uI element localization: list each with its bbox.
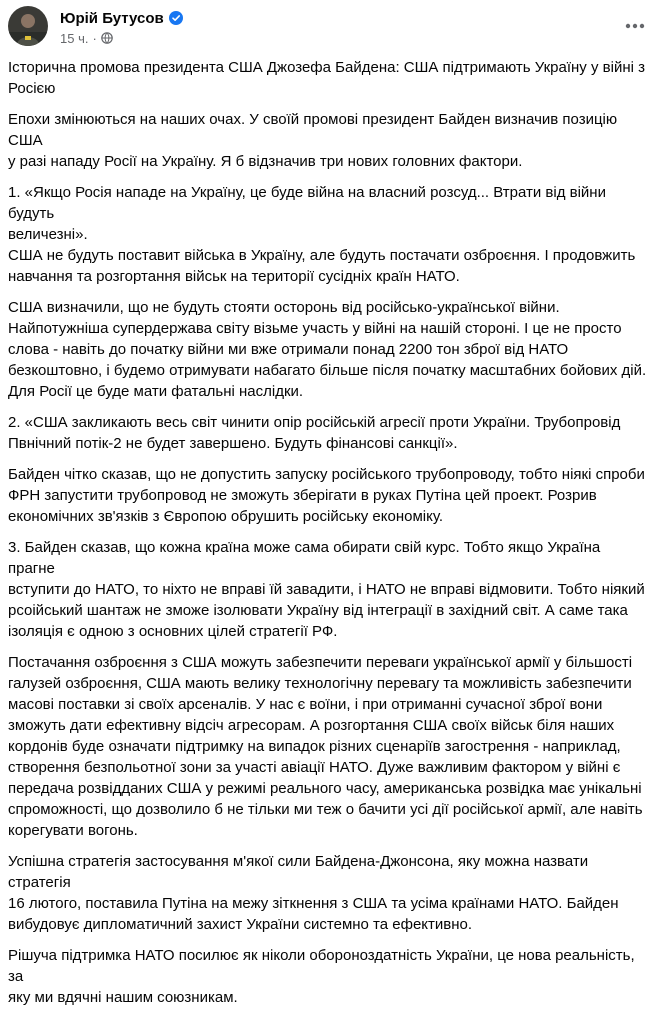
post-paragraph: Епохи змінюються на наших очах. У своїй промові президент Байден визначив позицію США у разі нападу Росії на Україну. Я б відзначив три нових головних фактори. <box>8 111 618 170</box>
post-header <box>8 6 654 52</box>
post-paragraph-title: Історична промова президента США Джозефа Байдена: США підтримають Україну у війні з Росією <box>8 59 645 97</box>
author-block <box>60 8 183 47</box>
verified-badge-icon <box>169 11 183 25</box>
post-paragraph: Рішуча підтримка НАТО посилює як ніколи обороноздатність України, це нова реальність, за яку ми вдячні нашим союзникам. <box>8 947 635 1006</box>
post-paragraph: Постачання озброєння з США можуть забезпечити переваги української армії у більшості галузей озброєння, США мають велику технологічну перевагу та можливість забезпечити масові поставки зі своїх арсеналів. У нас є воїни, і при отриманні сучасної зброї вони зможуть дати ефективну відсіч агресорам. А розгортання США своїх військ біля наших кордонів буде означати підтримку на випадок різних сценаріїв загострення - наприклад, створення безпольотної зони за участі авіації НАТО. Дуже важливим фактором у війні є передача розвідданих США у режимі реального часу, американська розвідка має унікальні спроможності, що дозволило б не тільки ми теж о бачити усі дії російської армії, але навіть корегувати вогонь. <box>8 654 643 839</box>
post-paragraph: Байден чітко сказав, що не допустить запуску російського трубопроводу, тобто ніякі спроби ФРН запустити трубопровод не зможуть зберігати в руках Путіна цей проект. Розрив економічних зв'язків з Європою обрушить російську економіку. <box>8 466 645 525</box>
post-paragraph: 3. Байден сказав, що кожна країна може сама обирати свій курс. Тобто якщо Україна прагне вступити до НАТО, то ніхто не вправі їй завадити, і НАТО не вправі відмовити. Тобто ніякий рсоійський шантаж не зможе ізолювати Україну від інтеграції в західний світ. А саме така ізоляція є одною з основних цілей стратегії РФ. <box>8 539 645 640</box>
avatar[interactable] <box>8 6 48 46</box>
avatar-photo <box>8 6 48 46</box>
globe-icon[interactable] <box>101 32 113 44</box>
post-paragraph: США визначили, що не будуть стояти осторонь від російсько-української війни. Найпотужніша супердержава світу візьме участь у війні на нашій стороні. І це не просто слова - навіть до початку війни ми вже отримали понад 2200 тон зброї від НАТО безкоштовно, і будемо отримувати набагато більше після початку масштабних бойових дій. Для Росії це буде мати фатальні наслідки. <box>8 299 647 400</box>
author-name[interactable]: Юрій Бутусов <box>60 9 164 27</box>
post-paragraph: 2. «США закликають весь світ чинити опір російській агресії проти України. Трубопровід Пвнічний потік-2 не будет завершено. Будуть фінансові санкції». <box>8 414 621 452</box>
post-meta <box>60 29 183 47</box>
meta-separator: · <box>92 30 97 46</box>
post-content <box>8 57 648 1018</box>
more-horizontal-icon <box>625 16 645 34</box>
post-paragraph: 1. «Якщо Росія нападе на Україну, це буде війна на власний розсуд... Втрати від війни будуть величезні». США не будуть поставит війська в Україну, але будуть постачати озброєння. І продовжить навчання та розгортання військ на території сусідніх країн НАТО. <box>8 184 636 285</box>
author-row <box>60 8 183 28</box>
post-time[interactable]: 15 ч. <box>60 30 89 46</box>
post-paragraph: Успішна стратегія застосування м'якої сили Байдена-Джонсона, яку можна назвати стратегія 16 лютого, поставила Путіна на межу зіткнення з США та усіма країнами НАТО. Байден вибудовує дипломатичний захист України системно та ефективно. <box>8 853 619 933</box>
more-options-button[interactable] <box>620 10 650 40</box>
